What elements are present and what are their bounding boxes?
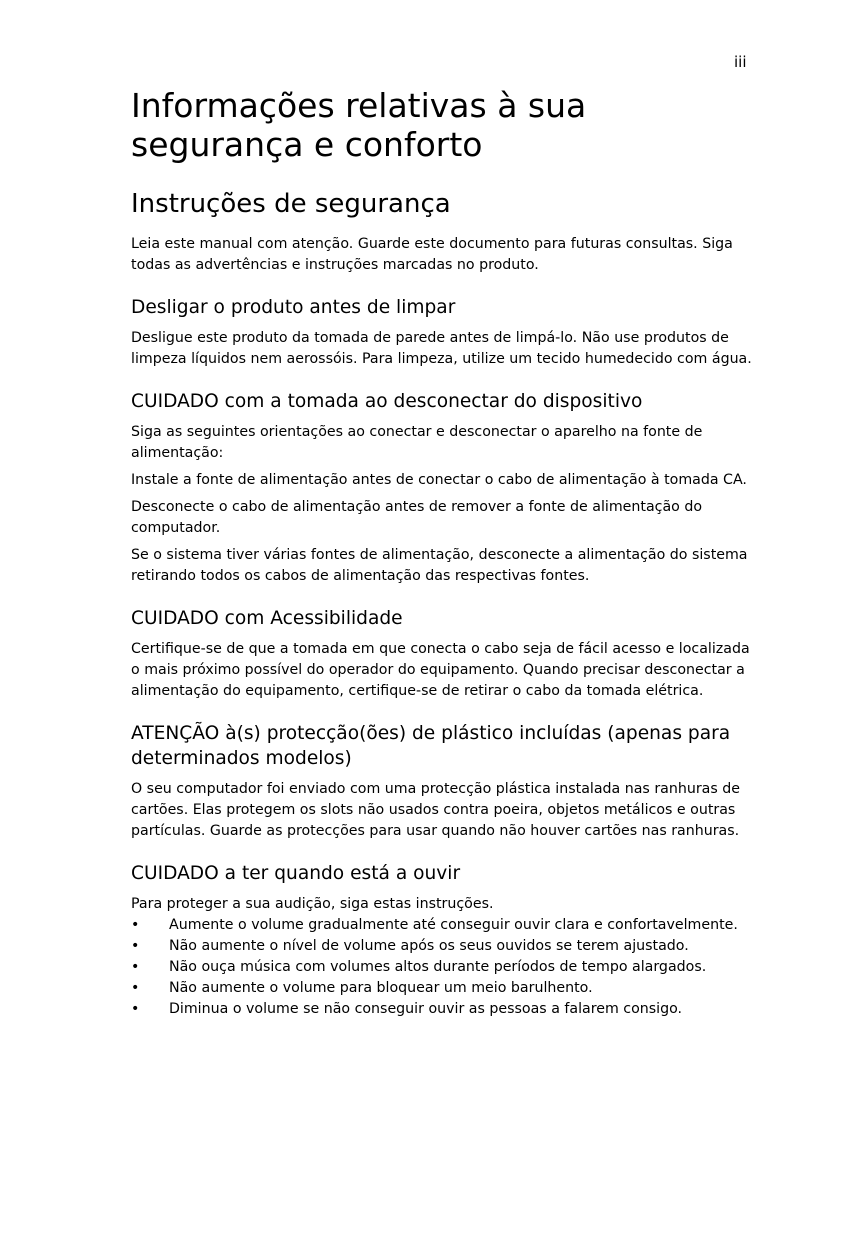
bullet-icon: •: [131, 980, 140, 996]
subsection-heading-accessibility: CUIDADO com Acessibilidade: [131, 608, 403, 629]
paragraph: Siga as seguintes orientações ao conectar e desconectar o aparelho na fonte de alimentação:: [131, 424, 703, 461]
section-title: Instruções de segurança: [131, 189, 451, 219]
page-title-line-2: segurança e conforto: [131, 125, 483, 164]
subsection-heading-plug-caution: CUIDADO com a tomada ao desconectar do dispositivo: [131, 391, 643, 412]
paragraph: O seu computador foi enviado com uma protecção plástica instalada nas ranhuras de cartões. Elas protegem os slots não usados contra poeira, objetos metálicos e outras partículas. Guarde as protecções para usar quando não houver cartões nas ranhuras.: [131, 781, 740, 839]
bullet-icon: •: [131, 917, 140, 933]
subsection-heading-plastic-dummy: ATENÇÃO à(s) protecção(ões) de plástico incluídas (apenas para determinados modelos): [131, 723, 731, 769]
paragraph: Para proteger a sua audição, siga estas instruções.: [131, 896, 494, 912]
list-item: • Aumente o volume gradualmente até conseguir ouvir clara e confortavelmente.: [131, 915, 756, 936]
page-title: [131, 86, 756, 164]
paragraph: Se o sistema tiver várias fontes de alimentação, desconecte a alimentação do sistema retirando todos os cabos de alimentação das respectivas fontes.: [131, 547, 748, 584]
bullet-icon: •: [131, 938, 140, 954]
list-item: • Não ouça música com volumes altos durante períodos de tempo alargados.: [131, 957, 756, 978]
paragraph: Desligue este produto da tomada de parede antes de limpá-lo. Não use produtos de limpeza líquidos nem aerossóis. Para limpeza, utilize um tecido humedecido com água.: [131, 330, 752, 367]
bullet-icon: •: [131, 1001, 140, 1017]
listening-instructions-list: [131, 915, 756, 1020]
list-item: • Não aumente o volume para bloquear um meio barulhento.: [131, 978, 756, 999]
intro-paragraph: Leia este manual com atenção. Guarde este documento para futuras consultas. Siga todas as advertências e instruções marcadas no produto.: [131, 236, 733, 273]
subsection-heading-listening: CUIDADO a ter quando está a ouvir: [131, 863, 461, 884]
page-number: iii: [734, 53, 747, 71]
page-title-line-1: Informações relativas à sua: [131, 86, 587, 125]
paragraph: Instale a fonte de alimentação antes de conectar o cabo de alimentação à tomada CA.: [131, 472, 747, 488]
subsection-heading-unplug: Desligar o produto antes de limpar: [131, 297, 456, 318]
bullet-icon: •: [131, 959, 140, 975]
document-body: [131, 86, 756, 1020]
paragraph: Desconecte o cabo de alimentação antes de remover a fonte de alimentação do computador.: [131, 499, 703, 536]
paragraph: Certifique-se de que a tomada em que conecta o cabo seja de fácil acesso e localizada o mais próximo possível do operador do equipamento. Quando precisar desconectar a alimentação do equipamento, certifique-se de retirar o cabo da tomada elétrica.: [131, 641, 750, 699]
list-item: • Diminua o volume se não conseguir ouvir as pessoas a falarem consigo.: [131, 999, 756, 1020]
list-item: • Não aumente o nível de volume após os seus ouvidos se terem ajustado.: [131, 936, 756, 957]
